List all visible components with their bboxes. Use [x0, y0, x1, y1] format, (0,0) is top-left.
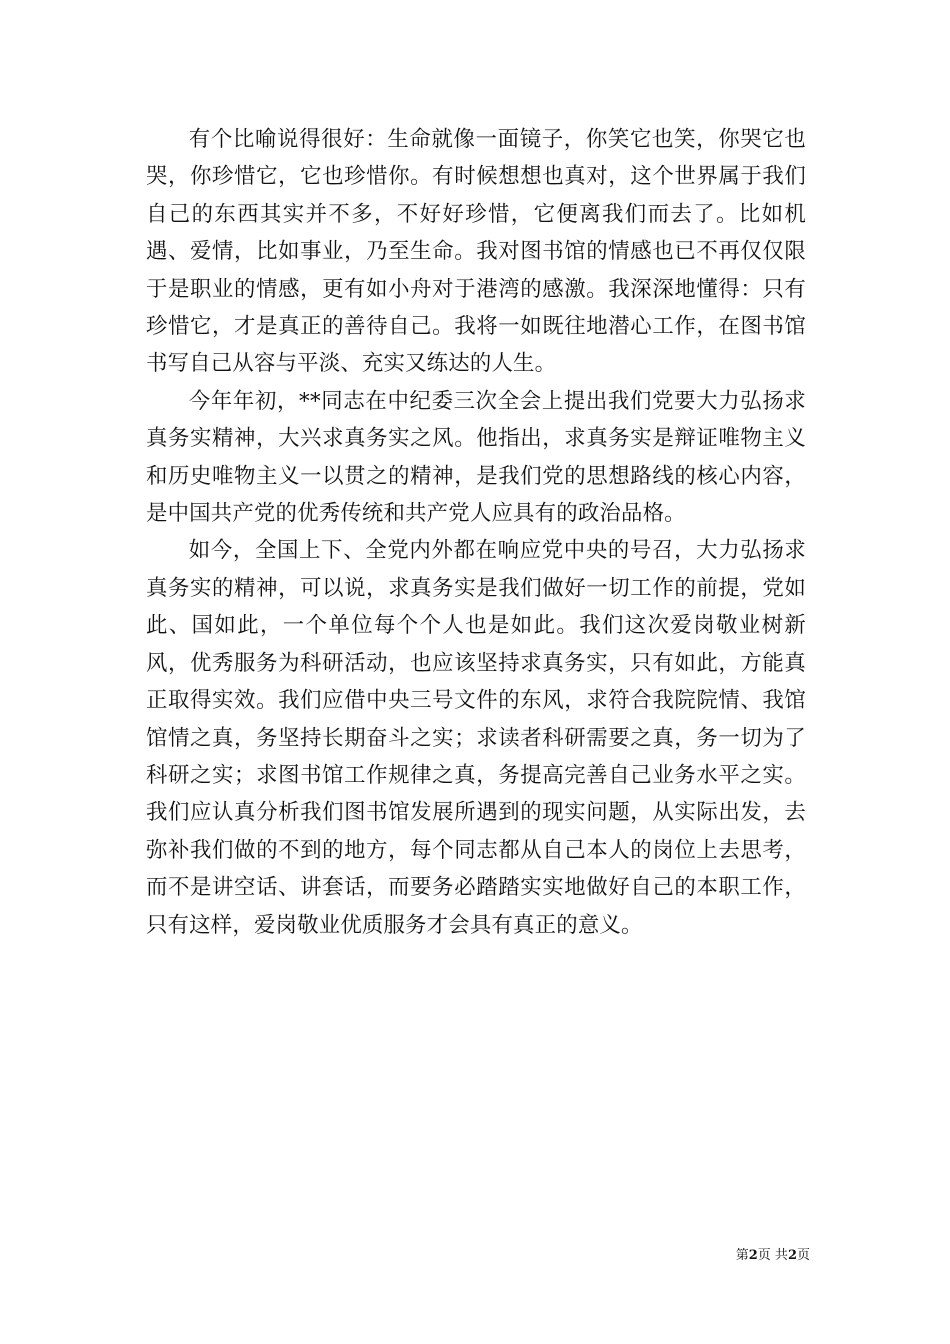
footer-prefix: 第 [735, 1248, 749, 1263]
footer-middle: 页 共 [757, 1248, 788, 1263]
footer-total-pages: 2 [787, 1248, 797, 1263]
footer-current-page: 2 [748, 1248, 758, 1263]
paragraph-1: 有个比喻说得很好：生命就像一面镜子，你笑它也笑，你哭它也哭，你珍惜它，它也珍惜你。有时候想想也真对，这个世界属于我们自己的东西其实并不多，不好好珍惜，它便离我们而去了。比如机遇、爱情，比如事业，乃至生命。我对图书馆的情感也已不再仅仅限于是职业的情感，更有如小舟对于港湾的感激。我深深地懂得：只有珍惜它，才是真正的善待自己。我将一如既往地潜心工作，在图书馆书写自己从容与平淡、充实又练达的人生。 [146, 127, 806, 377]
footer-suffix: 页 [796, 1248, 810, 1263]
page-footer [660, 1248, 810, 1264]
document-body [146, 121, 806, 944]
paragraph-2: 今年年初，**同志在中纪委三次全会上提出我们党要大力弘扬求真务实精神，大兴求真务实之风。他指出，求真务实是辩证唯物主义和历史唯物主义一以贯之的精神，是我们党的思想路线的核心内容，是中国共产党的优秀传统和共产党人应具有的政治品格。 [146, 388, 806, 527]
paragraph-3: 如今，全国上下、全党内外都在响应党中央的号召，大力弘扬求真务实的精神，可以说，求真务实是我们做好一切工作的前提，党如此、国如此，一个单位每个个人也是如此。我们这次爱岗敬业树新风，优秀服务为科研活动，也应该坚持求真务实，只有如此，方能真正取得实效。我们应借中央三号文件的东风，求符合我院院情、我馆馆情之真，务坚持长期奋斗之实；求读者科研需要之真，务一切为了科研之实；求图书馆工作规律之真，务提高完善自己业务水平之实。我们应认真分析我们图书馆发展所遇到的现实问题，从实际出发，去弥补我们做的不到的地方，每个同志都从自己本人的岗位上去思考，而不是讲空话、讲套话，而要务必踏踏实实地做好自己的本职工作，只有这样，爱岗敬业优质服务才会具有真正的意义。 [146, 538, 806, 938]
